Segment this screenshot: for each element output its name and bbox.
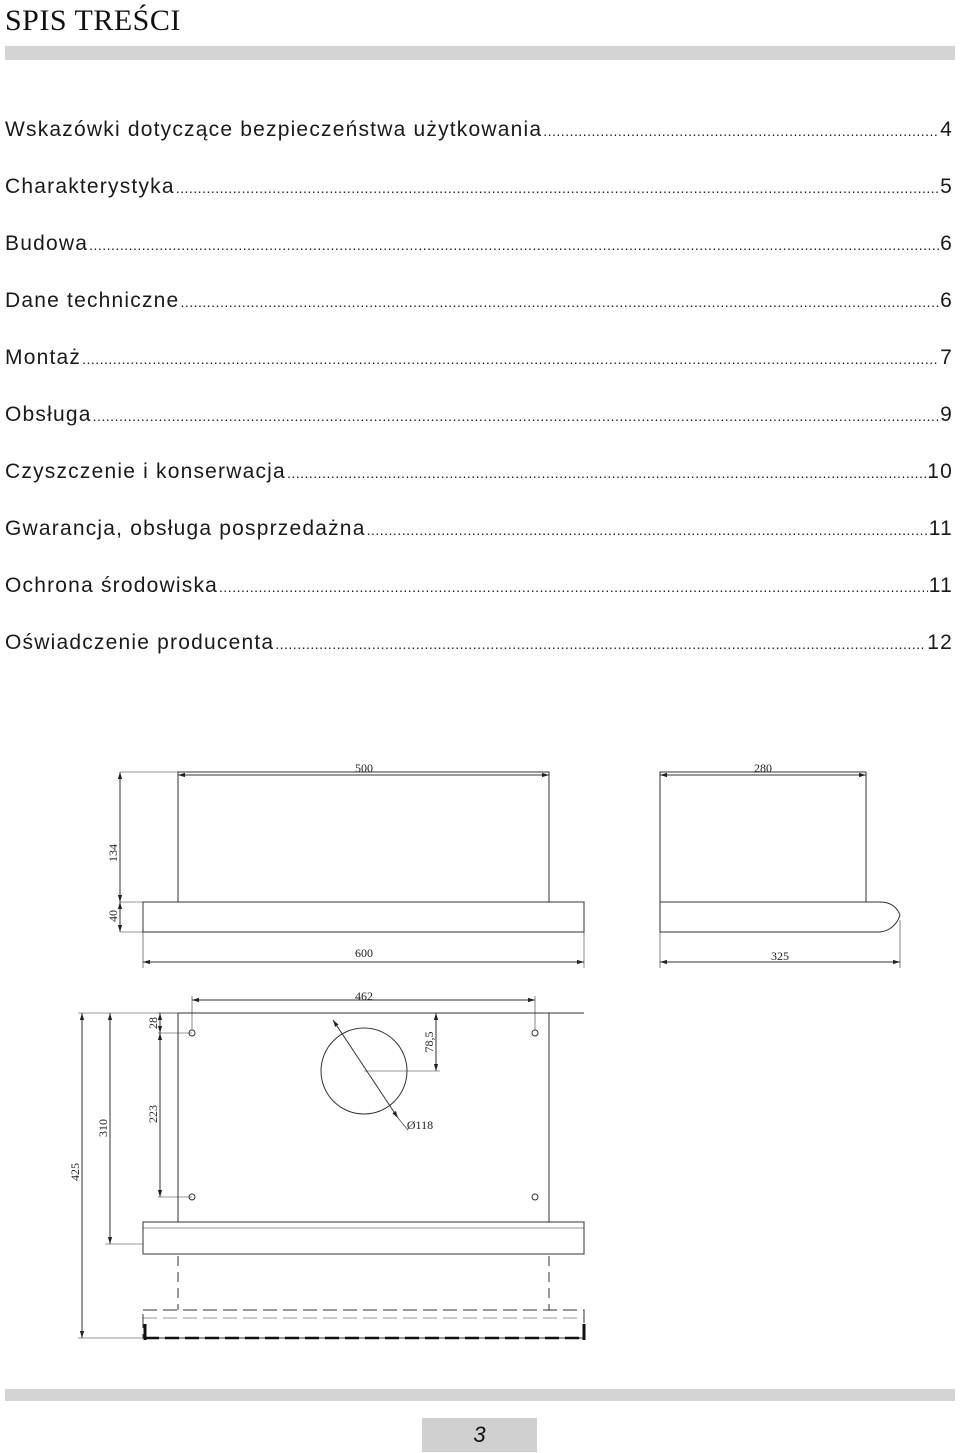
toc-leader-dots — [543, 123, 939, 139]
dim-label-600: 600 — [355, 946, 373, 960]
dim-label-462: 462 — [355, 989, 373, 1003]
header-divider-bar — [5, 46, 955, 60]
toc-leader-dots — [275, 636, 926, 652]
dim-label-223: 223 — [146, 1105, 160, 1123]
toc-entry-environment[interactable] — [5, 574, 953, 631]
toc-entry-page: 11 — [928, 517, 953, 540]
toc-entry-label: Oświadczenie producenta — [5, 631, 275, 654]
dim-label-280: 280 — [754, 761, 772, 775]
dim-label-310: 310 — [96, 1119, 110, 1137]
toc-entry-page: 10 — [927, 460, 953, 483]
toc-entry-page: 6 — [940, 289, 953, 312]
toc-leader-dots — [219, 579, 928, 595]
outlet-diameter-line — [333, 1020, 398, 1118]
toc-entry-label: Ochrona środowiska — [5, 574, 219, 597]
toc-leader-dots — [367, 522, 928, 538]
toc-leader-dots — [180, 294, 939, 310]
toc-entry-label: Wskazówki dotyczące bezpieczeństwa użytkowania — [5, 118, 543, 141]
toc-leader-dots — [287, 465, 926, 481]
toc-entry-page: 5 — [940, 175, 953, 198]
dim-label-425: 425 — [68, 1163, 82, 1181]
toc-entry-page: 9 — [940, 403, 953, 426]
toc-entry-characteristics[interactable] — [5, 175, 953, 232]
toc-entry-page: 12 — [927, 631, 953, 654]
page-title: SPIS TREŚCI — [5, 4, 181, 37]
toc-entry-label: Budowa — [5, 232, 89, 255]
hood-panel-top — [143, 1222, 584, 1254]
page-number: 3 — [422, 1418, 537, 1452]
toc-entry-cleaning[interactable] — [5, 460, 953, 517]
dim-label-28: 28 — [146, 1017, 160, 1029]
toc-leader-dots — [93, 408, 939, 424]
toc-entry-warranty[interactable] — [5, 517, 953, 574]
toc-entry-label: Charakterystyka — [5, 175, 175, 198]
toc-entry-page: 4 — [940, 118, 953, 141]
toc-leader-dots — [82, 351, 939, 367]
toc-leader-dots — [176, 180, 939, 196]
toc-entry-operation[interactable] — [5, 403, 953, 460]
toc-entry-label: Montaż — [5, 346, 82, 369]
hood-body-front — [178, 772, 549, 902]
dim-label-325: 325 — [771, 949, 789, 963]
toc-entry-construction[interactable] — [5, 232, 953, 289]
toc-entry-page: 7 — [940, 346, 953, 369]
toc-entry-label: Dane techniczne — [5, 289, 180, 312]
dim-label-40: 40 — [106, 910, 120, 922]
dim-label-diameter: Ø118 — [406, 1118, 434, 1132]
toc-entry-label: Gwarancja, obsługa posprzedażna — [5, 517, 366, 540]
hood-panel-front — [143, 902, 584, 932]
hood-panel-extended — [143, 1310, 584, 1338]
toc-entry-page: 11 — [928, 574, 953, 597]
toc-entry-installation[interactable] — [5, 346, 953, 403]
mounting-hole — [532, 1194, 538, 1200]
toc-entry-declaration[interactable] — [5, 631, 953, 688]
toc-entry-technical-data[interactable] — [5, 289, 953, 346]
hood-panel-side — [660, 902, 900, 932]
dim-label-78-5: 78,5 — [422, 1031, 436, 1053]
technical-drawing — [0, 740, 960, 1380]
toc-leader-dots — [89, 237, 939, 253]
toc-entry-label: Czyszczenie i konserwacja — [5, 460, 286, 483]
dim-label-500: 500 — [355, 761, 373, 775]
toc-entry-label: Obsługa — [5, 403, 92, 426]
toc-entry-safety[interactable] — [5, 118, 953, 175]
table-of-contents — [5, 118, 953, 688]
toc-entry-page: 6 — [940, 232, 953, 255]
mounting-hole — [532, 1030, 538, 1036]
dim-label-134: 134 — [106, 844, 120, 862]
hood-body-side — [660, 772, 866, 902]
footer-divider-bar — [5, 1389, 955, 1401]
